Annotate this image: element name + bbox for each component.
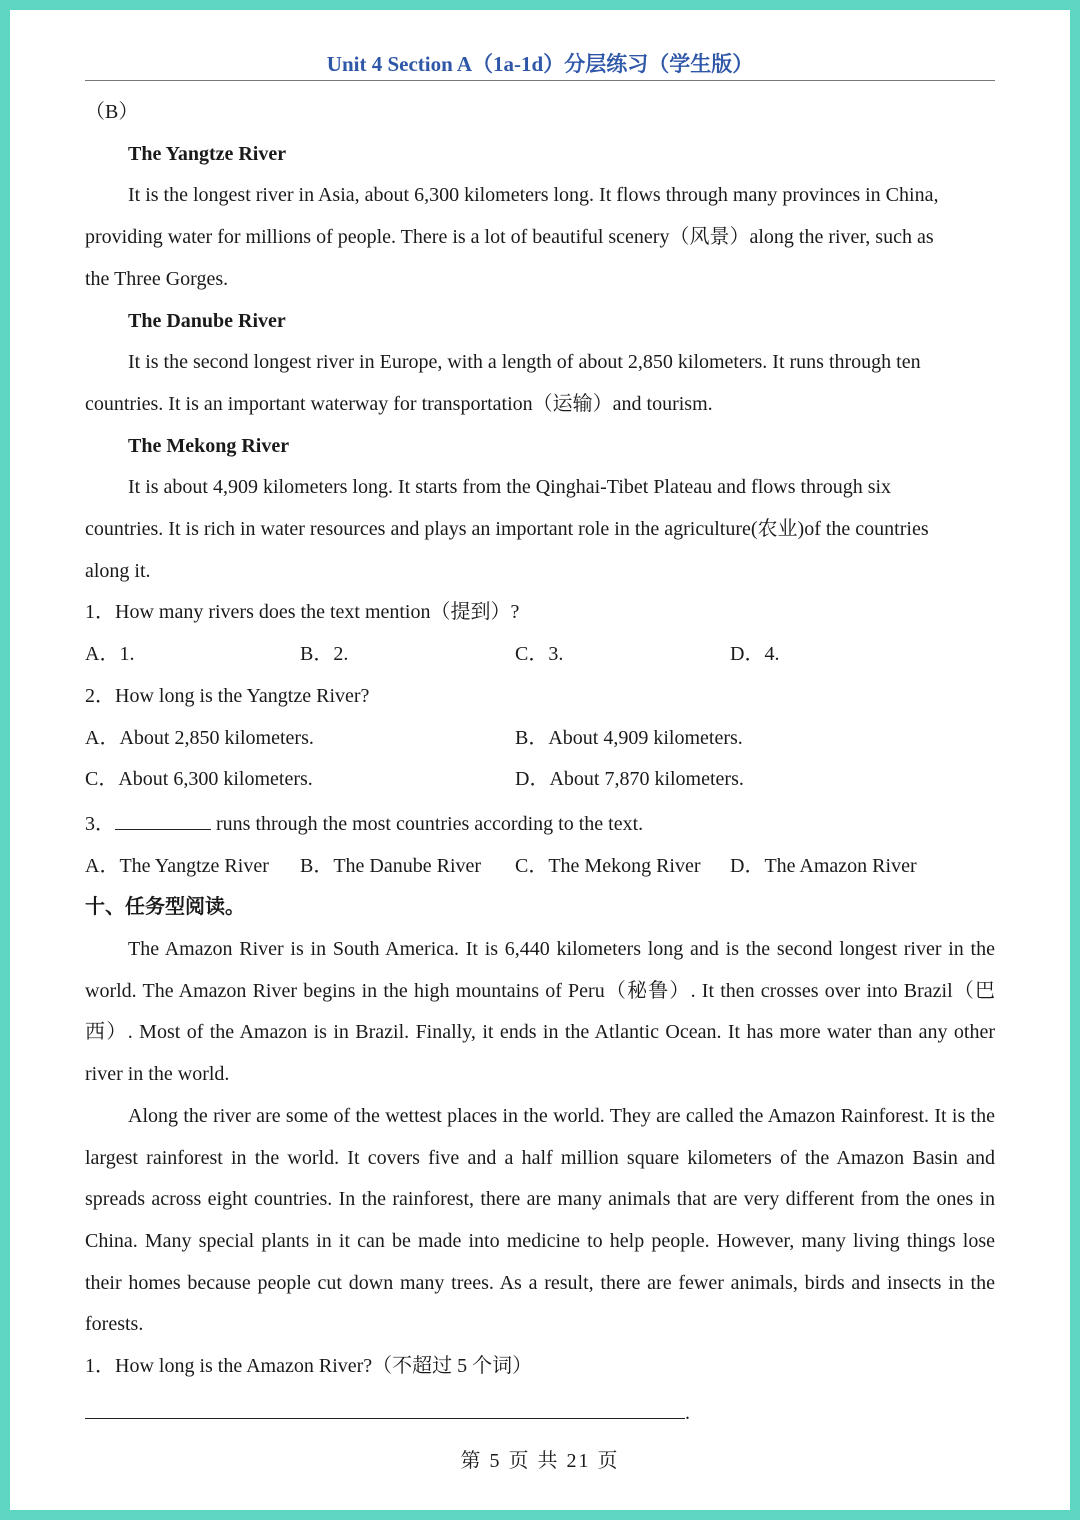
page-header-title: Unit 4 Section A（1a-1d）分层练习（学生版） xyxy=(326,52,754,76)
option-a[interactable]: A．About 2,850 kilometers. xyxy=(85,726,314,749)
amazon-paragraph-1: The Amazon River is in South America. It is 6,440 kilometers long and is the second longest river in the world. The Amazon River begins in the high mountains of Peru（秘鲁）. It then crosses over into Brazil（巴西）. Most of the Amazon is in Brazil. Finally, it ends in the Atlantic Ocean. It has more water than any other river in the world. xyxy=(85,938,995,1086)
mekong-text-line: countries. It is rich in water resources and plays an important role in the agriculture(农业)of the countries xyxy=(85,518,929,541)
answer-row xyxy=(85,1388,995,1435)
section-10-heading: 十、任务型阅读。 xyxy=(85,896,245,919)
option-b[interactable]: B．The Danube River xyxy=(300,854,482,877)
answer-line[interactable] xyxy=(85,1388,685,1419)
document-page xyxy=(10,10,1070,1510)
option-d[interactable]: D．About 7,870 kilometers. xyxy=(515,768,744,791)
option-b[interactable]: B．About 4,909 kilometers. xyxy=(515,726,743,749)
danube-text-line: countries. It is an important waterway for transportation（运输）and tourism. xyxy=(85,392,713,415)
mekong-text-line: It is about 4,909 kilometers long. It starts from the Qinghai-Tibet Plateau and flows through six xyxy=(128,476,892,499)
yangtze-text-line: It is the longest river in Asia, about 6,300 kilometers long. It flows through many provinces in China, xyxy=(128,184,939,207)
question-2-stem: 2．How long is the Yangtze River? xyxy=(85,684,370,707)
fill-blank[interactable] xyxy=(115,801,211,830)
question-2-options-row xyxy=(85,759,995,801)
option-a[interactable]: A．The Yangtze River xyxy=(85,854,269,877)
option-d[interactable]: D．The Amazon River xyxy=(730,854,917,877)
yangtze-text-line: providing water for millions of people. There is a lot of beautiful scenery（风景）along the river, such as xyxy=(85,226,934,249)
page-footer: 第 5 页 共 21 页 xyxy=(460,1450,620,1472)
danube-title: The Danube River xyxy=(128,309,286,332)
option-c[interactable]: C．The Mekong River xyxy=(515,854,701,877)
answer-period: . xyxy=(685,1401,690,1424)
question-3-text: runs through the most countries according to the text. xyxy=(211,812,644,835)
section-b-label: （B） xyxy=(85,101,139,123)
option-c[interactable]: C．3. xyxy=(515,643,564,666)
amazon-paragraph-2: Along the river are some of the wettest places in the world. They are called the Amazon Rainforest. It is the largest rainforest in the world. It covers five and a half million square kilometers of the Amazon Basin and spreads across eight countries. In the rainforest, there are many animals that are very different from the ones in China. Many special plants in it can be made into medicine to help people. However, many living things lose their homes because people cut down many trees. As a result, there are fewer animals, birds and insects in the forests. xyxy=(85,1104,995,1336)
option-d[interactable]: D．4. xyxy=(730,643,780,666)
question-3-number: 3． xyxy=(85,812,115,835)
question-1-stem: 1．How many rivers does the text mention（提到）? xyxy=(85,601,520,624)
question-3-stem xyxy=(85,801,995,846)
task-question-1: 1．How long is the Amazon River?（不超过 5 个词） xyxy=(85,1355,533,1378)
question-1-options xyxy=(85,634,995,676)
yangtze-title: The Yangtze River xyxy=(128,142,287,165)
mekong-title: The Mekong River xyxy=(128,434,290,457)
option-a[interactable]: A．1. xyxy=(85,643,135,666)
yangtze-text-line: the Three Gorges. xyxy=(85,267,229,290)
option-b[interactable]: B．2. xyxy=(300,643,349,666)
danube-text-line: It is the second longest river in Europe, with a length of about 2,850 kilometers. It runs through ten xyxy=(128,351,921,374)
page-content xyxy=(85,92,995,1435)
option-c[interactable]: C．About 6,300 kilometers. xyxy=(85,768,313,791)
question-3-options xyxy=(85,846,995,888)
mekong-text-line: along it. xyxy=(85,559,151,582)
header-divider xyxy=(85,80,995,81)
question-2-options-row xyxy=(85,718,995,760)
